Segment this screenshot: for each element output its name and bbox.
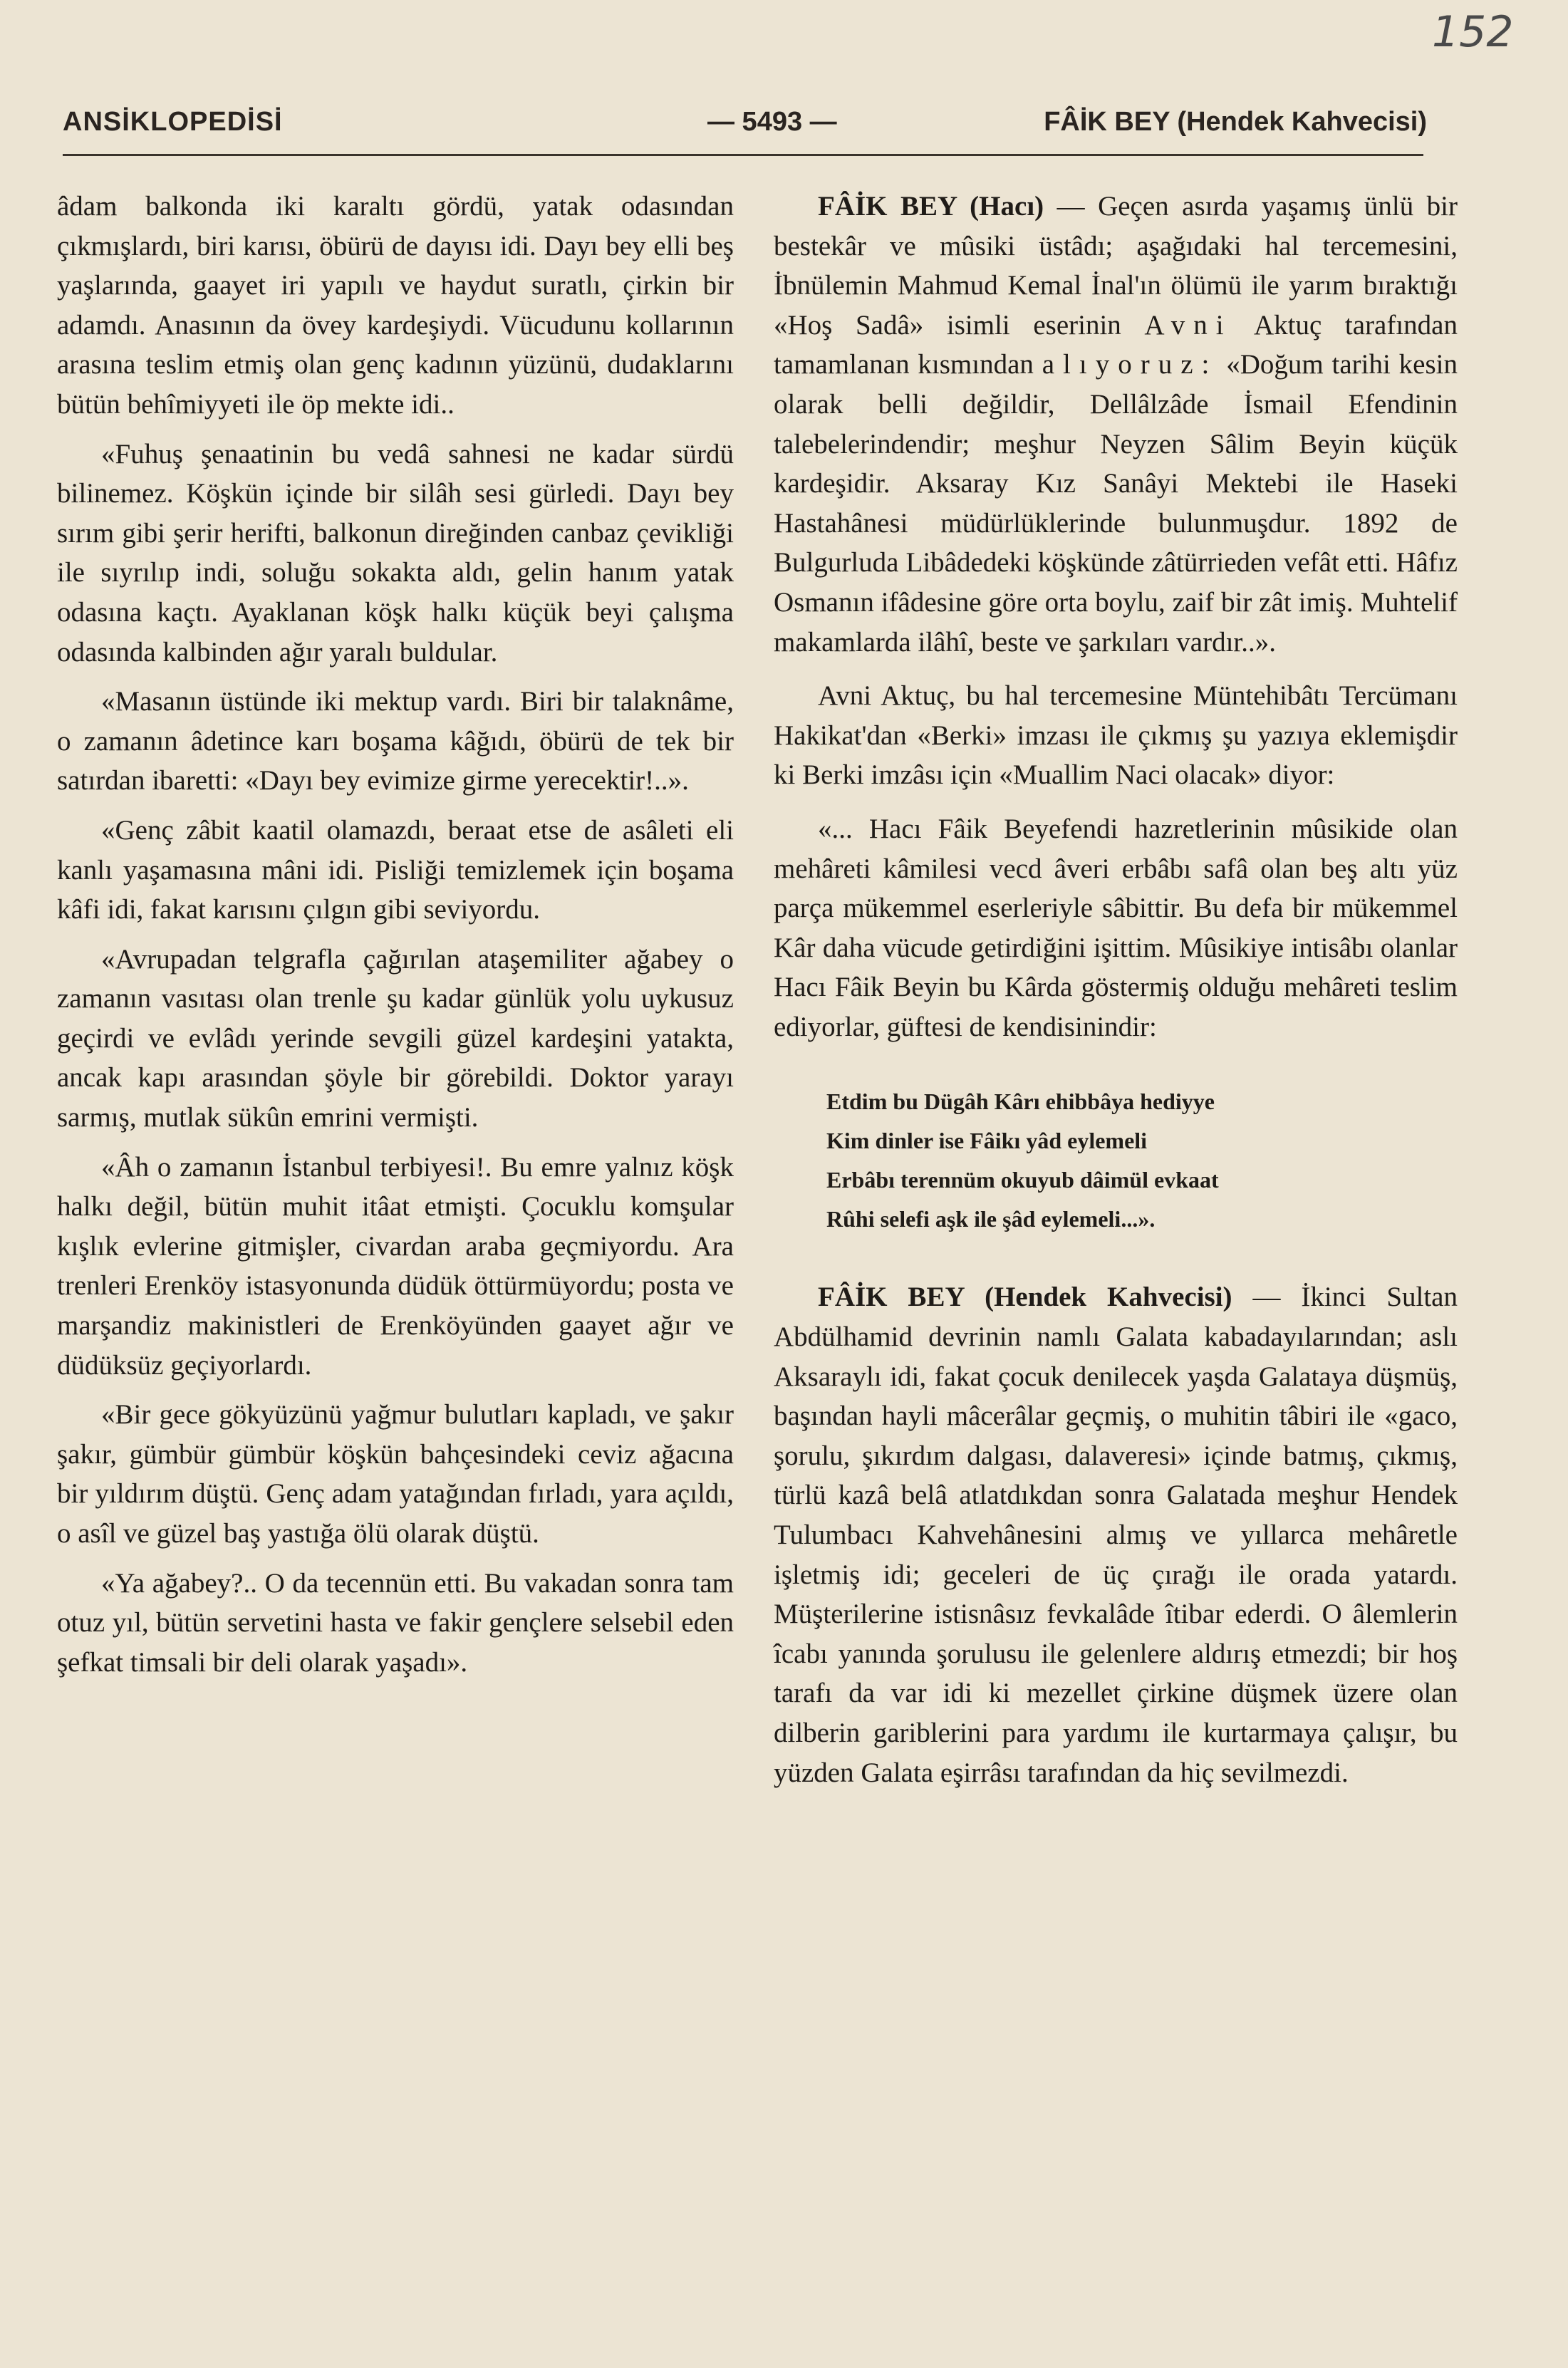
header-page-number: — 5493 — [707, 107, 837, 137]
entry-text: Aktuç tarafından tamamlanan kısmından [774, 309, 1458, 380]
left-paragraph: «Bir gece gökyüzünü yağmur bulutları kapladı, ve şakır şakır, gümbür gümbür köşkün bahçesindeki ceviz ağacına bir yıldırım düştü. Genç adam yatağından fırladı, yara açıldı, o asîl ve güzel baş yastığa ölü olarak düştü. [57, 1399, 734, 1549]
spaced-verb: alıyoruz: [1042, 349, 1218, 380]
left-paragraph: «Âh o zamanın İstanbul terbiyesi!. Bu emre yalnız köşk halkı değil, bütün muhit itâat etmişti. Çocuklu komşular kışlık evlerine gitmişler, civardan araba geçmiyordu. Ara trenleri Erenköy istasyonunda düdük öttürmüyordu; posta ve marşandiz makinistleri de Erenköyünden gaayet ağır ve düdüksüz geçiyorlardı. [57, 1151, 734, 1381]
left-paragraph: «Masanın üstünde iki mektup vardı. Biri bir talaknâme, o zamanın âdetince karı boşama kâğıdı, öbürü de tek bir satırdan ibaretti: «Dayı bey evimize girme yerecektir!..». [57, 686, 734, 796]
entry-heading: FÂİK BEY (Hacı) [818, 191, 1044, 222]
poem-line: Erbâbı terennüm okuyub dâimül evkaat [826, 1167, 1219, 1193]
spaced-name: Avni [1144, 309, 1232, 341]
entry-faik-bey-haci [774, 187, 1458, 662]
entry-text: — İkinci Sultan Abdülhamid devrinin namlı Galata kabadayılarından; aslı Aksaraylı idi, fakat çocuk denilecek yaşda Galataya düşmüş, başından hayli mâcerâlar geçmiş, o muhitin tâbiri ile «gaco, şorulu, şıkırdım dalgası, dalaveresi» içinde batmış, çıkmış, türlü kazâ belâ atlatdıkdan sonra Galatada meşhur Hendek Tulumbacı Kahvehânesini almış ve yıllarca mehâretle işletmiş idi; geceleri de üç çırağı ile orada yatardı. Müşterilerine istisnâsız fevkalâde îtibar ederdi. O âlemlerin îcabı yanında şorulusu ile gelenlere aldırış etmezdi; bir hoş tarafı da var idi ki mezellet çirkine düşmek üzere olan dilberin gariblerini para yardımı ile kurtarmaya çalışır, bu yüzden Galata eşirrâsı tarafından da hiç sevilmezdi. [774, 1282, 1458, 1788]
left-column [57, 187, 734, 1692]
header-rule [63, 154, 1423, 156]
left-paragraph: «Fuhuş şenaatinin bu vedâ sahnesi ne kadar sürdü bilinemez. Köşkün içinde bir silâh sesi gürledi. Dayı bey sırım gibi şerir herifti, balkonun direğinden canbaz çevikliği ile sıyrılıp indi, soluğu sokakta aldı, gelin hanım yatak odasına kaçtı. Ayaklanan köşk halkı küçük beyi çalışma odasında kalbinden ağır yaralı buldular. [57, 438, 734, 668]
right-paragraph: «... Hacı Fâik Beyefendi hazretlerinin mûsikide olan mehâreti kâmilesi vecd âveri erbâbı safâ olan beş altı yüz parça mükemmel eserleriyle sâbittir. Bu defa bir mükemmel Kâr daha vücude getirdiğini işittim. Mûsikiye intisâbı olanlar Hacı Fâik Beyin bu Kârda göstermiş olduğu mehâreti teslim ediyorlar, güftesi de kendisinindir: [774, 813, 1458, 1042]
header-entry-title: FÂİK BEY (Hendek Kahvecisi) [1044, 107, 1427, 137]
poem-line: Etdim bu Dügâh Kârı ehibbâya hediyye [826, 1089, 1215, 1115]
entry-text: «Doğum tarihi kesin olarak belli değildir, Dellâlzâde İsmail Efendinin talebelerindendir; meşhur Neyzen Sâlim Beyin küçük kardeşidir. Aksaray Kız Sanâyi Mektebi ile Haseki Hastahânesi müdürlüklerinde bulunmuşdur. 1892 de Bulgurluda Libâdedeki köşkünde zâtürrieden vefât etti. Hâfız Osmanın ifâdesine göre orta boylu, zaif bir zât imiş. Muhtelif makamlarda ilâhî, beste ve şarkıları vardır..». [774, 349, 1458, 658]
left-paragraph: âdam balkonda iki karaltı gördü, yatak odasından çıkmışlardı, biri karısı, öbürü de dayısı idi. Dayı bey elli beş yaşlarında, gaayet iri yapılı ve haydut suratlı, çirkin bir adamdı. Anasının da övey kardeşiydi. Vücudunu kollarının arasına teslim etmiş olan genç kadının yüzünü, dudaklarını bütün behîmiyyeti ile öp mekte idi.. [57, 191, 734, 420]
right-column [774, 187, 1458, 1807]
running-header [63, 107, 1427, 150]
left-paragraph: «Avrupadan telgrafla çağırılan ataşemiliter ağabey o zamanın vasıtası olan trenle şu kadar günlük yolu uykusuz geçirdi ve evlâdı yerinde sevgili güzel kardeşini yatakta, ancak kapı arasından şöyle bir görebildi. Doktor yarayı sarmış, mutlak sükûn emrini vermişti. [57, 943, 734, 1133]
entry-text: — Geçen asırda yaşamış ünlü bir bestekâr ve mûsiki üstâdı; aşağıdaki hal tercemesini, İbnülemin Mahmud Kemal İnal'ın ölümü ile yarım bıraktığı «Hoş Sadâ» isimli eserinin [774, 191, 1458, 341]
poem-line: Rûhi selefi aşk ile şâd eylemeli...». [826, 1206, 1156, 1232]
handwritten-page-note: 152 [1432, 7, 1514, 57]
entry-faik-bey-hendek [774, 1277, 1458, 1792]
poem-line: Kim dinler ise Fâikı yâd eylemeli [826, 1128, 1148, 1154]
poem-block [826, 1082, 1458, 1239]
entry-heading: FÂİK BEY (Hendek Kahvecisi) [818, 1282, 1232, 1313]
right-paragraph: Avni Aktuç, bu hal tercemesine Müntehibâtı Tercümanı Hakikat'dan «Berki» imzası ile çıkmış şu yazıya eklemişdir ki Berki imzâsı için «Muallim Naci olacak» diyor: [774, 680, 1458, 791]
left-paragraph: «Genç zâbit kaatil olamazdı, beraat etse de asâleti eli kanlı yaşamasına mâni idi. Pisliği temizlemek için boşama kâfi idi, fakat karısını çılgın gibi seviyordu. [57, 814, 734, 925]
header-publication: ANSİKLOPEDİSİ [63, 107, 283, 137]
left-paragraph: «Ya ağabey?.. O da tecennün etti. Bu vakadan sonra tam otuz yıl, bütün servetini hasta ve fakir gençlere selsebil eden şefkat timsali bir deli olarak yaşadı». [57, 1567, 734, 1678]
